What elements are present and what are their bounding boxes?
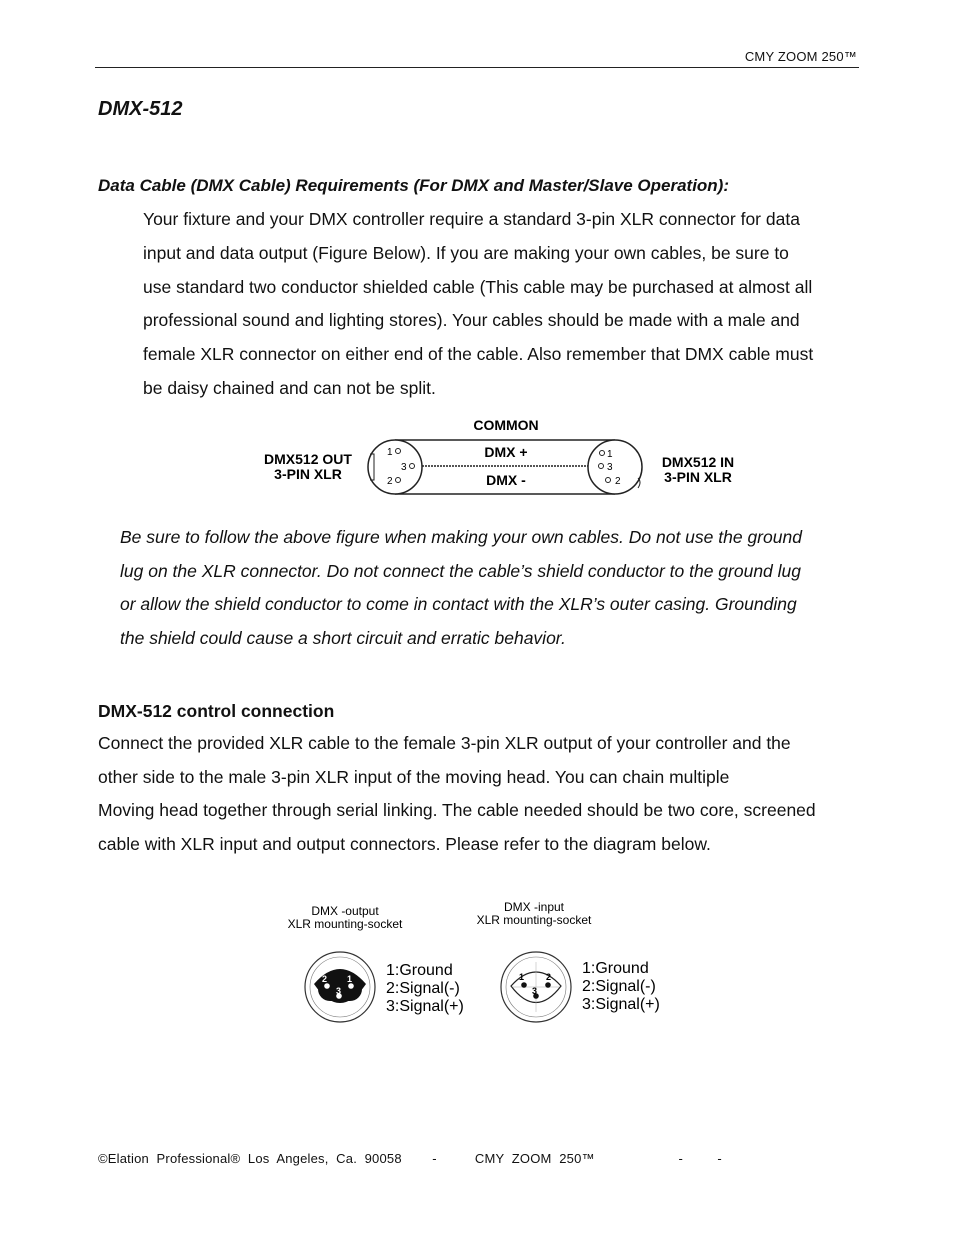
in-label-line-1: DMX512 IN bbox=[661, 454, 735, 470]
input-socket-title-2: XLR mounting-socket bbox=[476, 913, 592, 927]
common-label: COMMON bbox=[473, 417, 539, 433]
text-line: input and data output (Figure Below). If you are making your own cables, be sure to bbox=[143, 242, 789, 263]
text-line: cable with XLR input and output connectors. Please refer to the diagram below. bbox=[98, 833, 711, 854]
pin-number: 1 bbox=[519, 972, 525, 982]
pin-number: 2 bbox=[546, 972, 552, 982]
pin-label: 2 bbox=[615, 476, 621, 487]
input-pin2-label: 2:Signal(-) bbox=[582, 978, 656, 995]
text-line: be daisy chained and can not be split. bbox=[143, 377, 436, 398]
text-line: or allow the shield conductor to come in contact with the XLR’s outer casing. Grounding bbox=[120, 594, 797, 615]
output-socket-title-1: DMX -output bbox=[311, 904, 379, 918]
pin-label: 2 bbox=[387, 476, 393, 487]
output-socket-title-2: XLR mounting-socket bbox=[287, 917, 403, 931]
output-socket-icon bbox=[305, 952, 375, 1022]
page-footer: ©Elation Professional® Los Angeles, Ca. 90058 - CMY ZOOM 250™ - - bbox=[98, 1151, 722, 1166]
cable-requirements-heading: Data Cable (DMX Cable) Requirements (For DMX and Master/Slave Operation): bbox=[98, 176, 730, 195]
xlr-socket-pinout-diagram bbox=[270, 898, 690, 1028]
pin-number: 3 bbox=[336, 986, 342, 996]
text-line: use standard two conductor shielded cable (This cable may be purchased at almost all bbox=[143, 276, 813, 297]
header-rule bbox=[95, 67, 859, 68]
text-line: female XLR connector on either end of the cable. Also remember that DMX cable must bbox=[143, 344, 814, 365]
dmx-minus-label: DMX - bbox=[486, 472, 526, 488]
input-pin3-label: 3:Signal(+) bbox=[582, 996, 660, 1013]
output-pin1-label: 1:Ground bbox=[386, 962, 453, 979]
cable-requirements-paragraph bbox=[143, 203, 863, 406]
input-socket-title-1: DMX -input bbox=[503, 900, 565, 914]
text-line: professional sound and lighting stores). Your cables should be made with a male and bbox=[143, 310, 800, 331]
dmx-plus-label: DMX + bbox=[484, 444, 528, 460]
control-connection-paragraph bbox=[98, 727, 868, 861]
pin-number: 1 bbox=[347, 974, 353, 984]
text-line: the shield could cause a short circuit and erratic behavior. bbox=[120, 627, 566, 648]
control-connection-heading: DMX-512 control connection bbox=[98, 701, 335, 721]
text-line: Be sure to follow the above figure when making your own cables. Do not use the ground bbox=[120, 527, 802, 547]
text-line: other side to the male 3-pin XLR input of the moving head. You can chain multiple bbox=[98, 766, 730, 787]
text-line: Your fixture and your DMX controller require a standard 3-pin XLR connector for data bbox=[143, 209, 800, 229]
in-label-line-2: 3-PIN XLR bbox=[664, 469, 732, 485]
text-line: Moving head together through serial linking. The cable needed should be two core, screened bbox=[98, 800, 816, 821]
pin-label: 1 bbox=[607, 449, 613, 460]
dmx-cable-wiring-diagram bbox=[250, 412, 750, 502]
pin-label: 3 bbox=[607, 462, 613, 473]
pin-number: 3 bbox=[532, 986, 538, 996]
pin-label: 3 bbox=[401, 462, 407, 473]
pin-number: 2 bbox=[322, 974, 328, 984]
text-line: Connect the provided XLR cable to the female 3-pin XLR output of your controller and the bbox=[98, 733, 791, 753]
warning-paragraph bbox=[120, 521, 860, 655]
input-socket-icon bbox=[501, 952, 571, 1022]
out-label-line-1: DMX512 OUT bbox=[264, 451, 352, 467]
output-pin2-label: 2:Signal(-) bbox=[386, 980, 460, 997]
running-header: CMY ZOOM 250™ bbox=[744, 49, 857, 64]
pin-label: 1 bbox=[387, 447, 393, 458]
out-label-line-2: 3-PIN XLR bbox=[274, 466, 342, 482]
text-line: lug on the XLR connector. Do not connect the cable’s shield conductor to the ground lug bbox=[120, 560, 802, 581]
output-pin3-label: 3:Signal(+) bbox=[386, 998, 464, 1015]
input-pin1-label: 1:Ground bbox=[582, 960, 649, 977]
section-title: DMX-512 bbox=[98, 98, 183, 120]
